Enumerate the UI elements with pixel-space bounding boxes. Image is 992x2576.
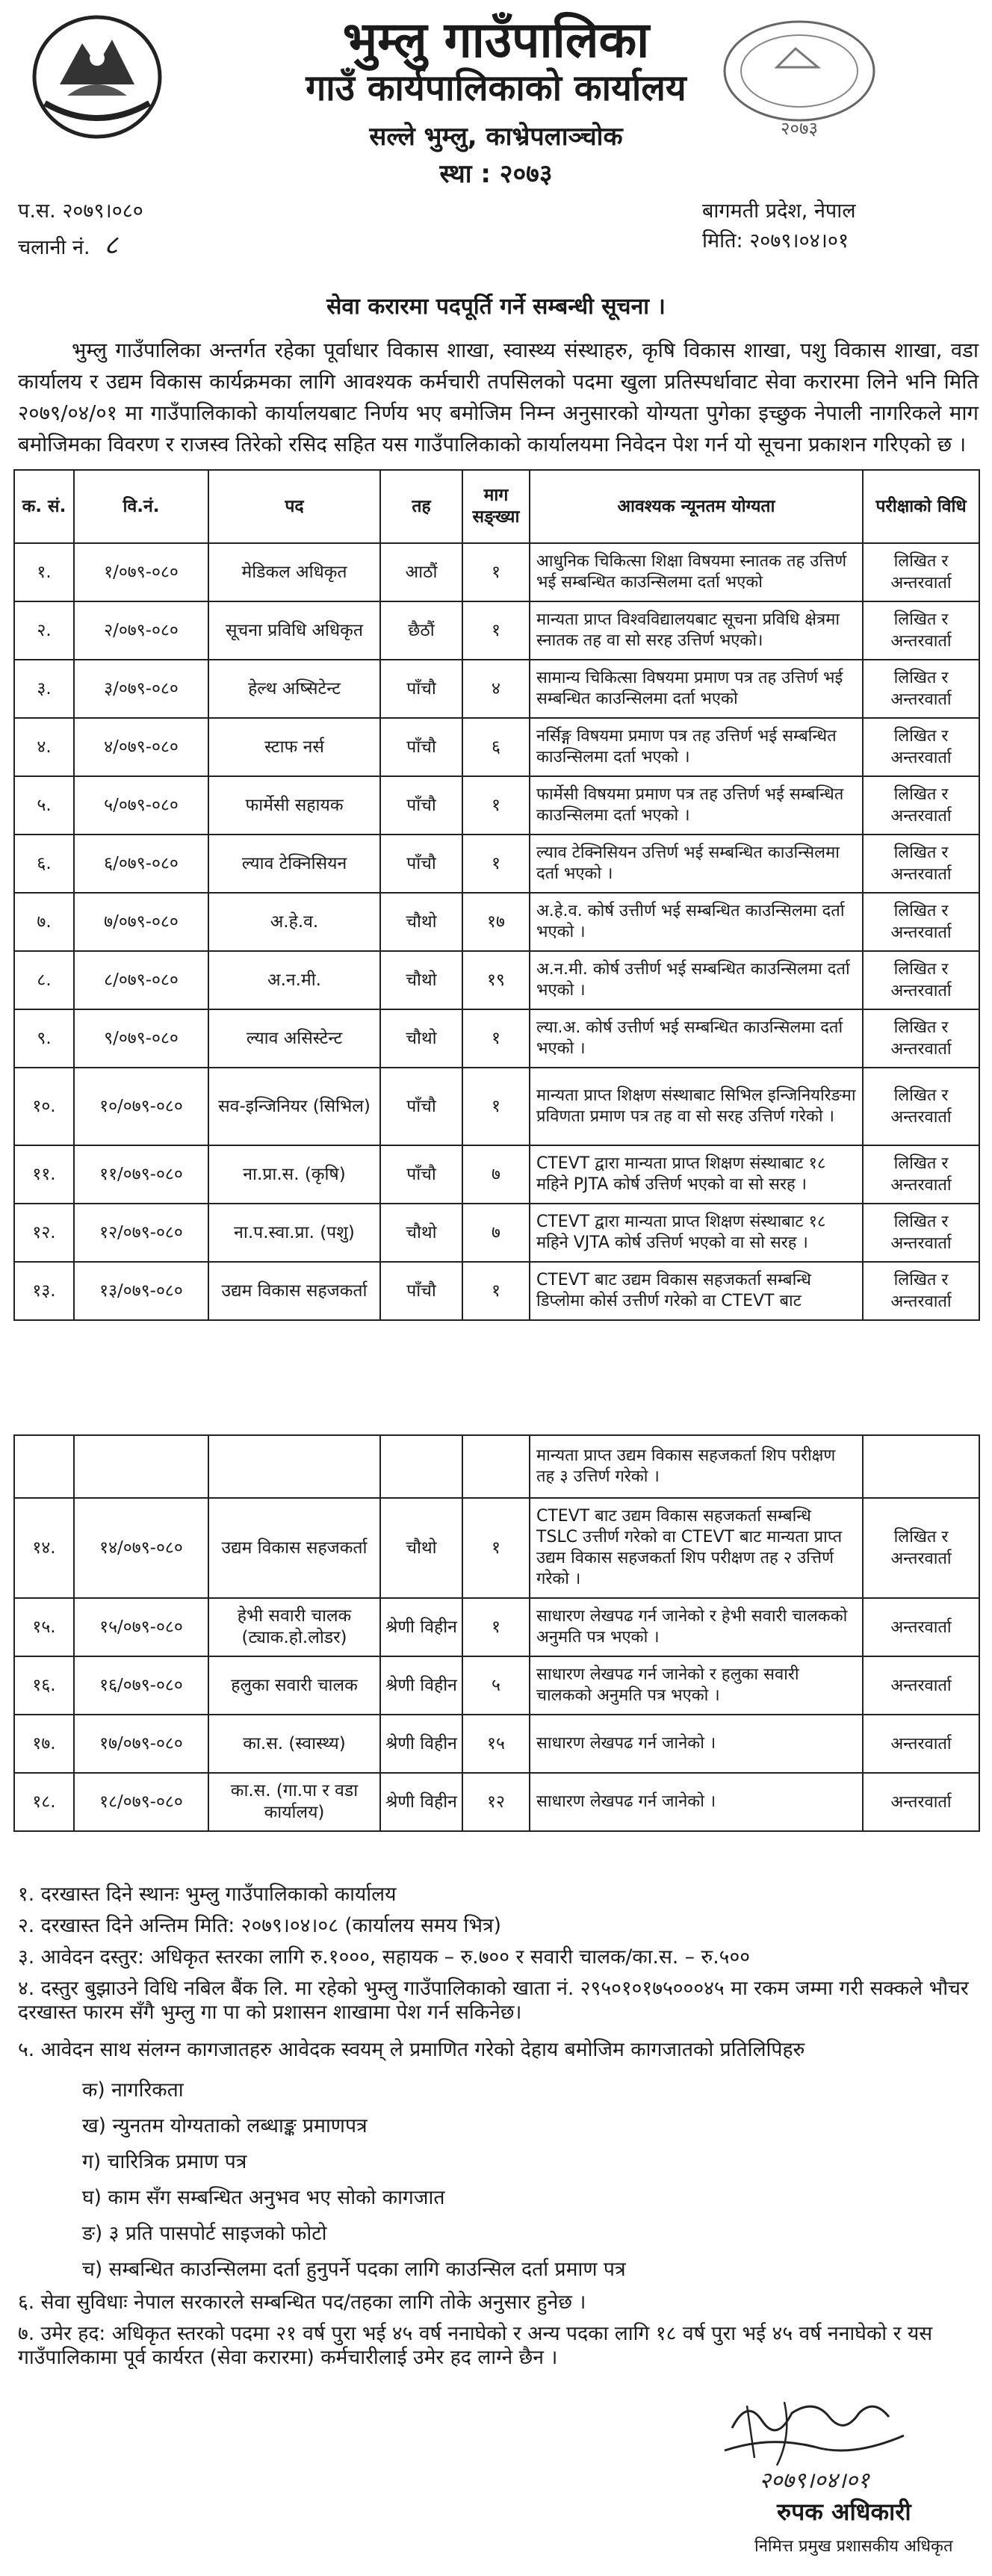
row-code: ४/०७९-०८० bbox=[74, 718, 208, 776]
row-post: फार्मेसी सहायक bbox=[208, 776, 380, 835]
row-qualification: फार्मेसी विषयमा प्रमाण पत्र तह उत्तिर्ण भई सम्बन्धित काउन्सिलमा दर्ता भएको । bbox=[530, 776, 863, 835]
svg-text:२०७३: २०७३ bbox=[781, 118, 818, 138]
row-post: स्टाफ नर्स bbox=[208, 718, 380, 776]
row-qualification: ल्या.अ. कोर्ष उत्तीर्ण भई सम्बन्धित काउन्सिलमा दर्ता भएको । bbox=[530, 1009, 863, 1068]
row-exam-method: लिखित र अन्तरवार्ता bbox=[863, 951, 979, 1009]
row-sn: ४. bbox=[14, 718, 74, 776]
row-count: ६ bbox=[462, 718, 530, 776]
header-exam-method: परीक्षाको विधि bbox=[863, 470, 979, 543]
row-level: श्रेणी विहीन bbox=[380, 1773, 462, 1831]
note-1: १. दरखास्त दिने स्थानः भुम्लु गाउँपालिकाको कार्यालय bbox=[18, 1883, 397, 1906]
row-level: चौथो bbox=[380, 1204, 462, 1262]
row-sn: ८. bbox=[14, 951, 74, 1009]
dispatch-number: ८ bbox=[104, 230, 118, 261]
row-qualification: साधारण लेखपढ गर्न जानेको र हलुका सवारी चालकको अनुमति पत्र भएको । bbox=[530, 1656, 863, 1715]
row-exam-method: लिखित र अन्तरवार्ता bbox=[863, 1009, 979, 1068]
row-count: १९ bbox=[462, 951, 530, 1009]
row-qualification: ल्याव टेक्निसियन उत्तिर्ण भई सम्बन्धित काउन्सिलमा दर्ता भएको । bbox=[530, 835, 863, 893]
row-post: अ.हे.व. bbox=[208, 893, 380, 951]
row-exam-method: लिखित र अन्तरवार्ता bbox=[863, 601, 979, 660]
row-level: पाँचौ bbox=[380, 835, 462, 893]
row-sn: ९. bbox=[14, 1009, 74, 1068]
row-exam-method: अन्तरवार्ता bbox=[863, 1773, 979, 1831]
row-count: १ bbox=[462, 1598, 530, 1656]
row-qualification: आधुनिक चिकित्सा शिक्षा विषयमा स्नातक तह उत्तिर्ण भई सम्बन्धित काउन्सिलमा दर्ता भएको bbox=[530, 543, 863, 601]
row-level: आठौं bbox=[380, 543, 462, 601]
row-exam-method: लिखित र अन्तरवार्ता bbox=[863, 1498, 979, 1598]
row-post: उद्यम विकास सहजकर्ता bbox=[208, 1262, 380, 1320]
row-qualification: अ.न.मी. कोर्ष उत्तीर्ण भई सम्बन्धित काउन्सिलमा दर्ता भएको । bbox=[530, 951, 863, 1009]
row-code: १३/०७९-०८० bbox=[74, 1262, 208, 1320]
row-code: १७/०७९-०८० bbox=[74, 1715, 208, 1773]
table-row bbox=[14, 1498, 979, 1598]
document-item: क) नागरिकता bbox=[82, 2078, 184, 2102]
table-row-continued bbox=[14, 1435, 979, 1498]
row-exam-method: लिखित र अन्तरवार्ता bbox=[863, 660, 979, 718]
row-sn: १६. bbox=[14, 1656, 74, 1715]
table-row bbox=[14, 1068, 979, 1145]
row-exam-method: लिखित र अन्तरवार्ता bbox=[863, 893, 979, 951]
table-row bbox=[14, 1598, 979, 1656]
row-qualification: साधारण लेखपढ गर्न जानेको । bbox=[530, 1773, 863, 1831]
row-code: १/०७९-०८० bbox=[74, 543, 208, 601]
row-qualification: CTEVT बाट उद्यम विकास सहजकर्ता सम्बन्धि TSLC उत्तीर्ण गरेको वा CTEVT बाट मान्यता प्राप्त उद्यम विकास सहजकर्ता शिप परीक्षण तह २ उत्तिर्ण गरेको । bbox=[530, 1498, 863, 1598]
row-code: १८/०७९-०८० bbox=[74, 1773, 208, 1831]
document-item: घ) काम सँग सम्बन्धित अनुभव भए सोको कागजात bbox=[82, 2186, 445, 2209]
row-qualification: सामान्य चिकित्सा विषयमा प्रमाण पत्र तह उत्तिर्ण भई सम्बन्धित काउन्सिलमा दर्ता भएको bbox=[530, 660, 863, 718]
notice-intro: भुम्लु गाउँपालिका अन्तर्गत रहेका पूर्वाधार विकास शाखा, स्वास्थ्य संस्थाहरु, कृषि विकास शाखा, पशु विकास शाखा, वडा कार्यालय र उद्यम विकास कार्यक्रमका लागि आवश्यक कर्मचारी तपसिलको पदमा खुला प्रतिस्पर्धावाट सेवा करारमा लिने भनि मिति २०७९/०४/०१ मा गाउँपालिकाको कार्यालयबाट निर्णय भए बमोजिम निम्न अनुसारको योग्यता पुगेका इच्छुक नेपाली नागरिकले माग बमोजिमका विवरण र राजस्व तिरेको रसिद सहित यस गाउँपालिकाको कार्यालयमा निवेदन पेश गर्न यो सूचना प्रकाशन गरिएको छ । bbox=[18, 338, 979, 456]
row-code: ६/०७९-०८० bbox=[74, 835, 208, 893]
dispatch-label: चलानी नं. ८ bbox=[18, 230, 118, 261]
row-sn: १५. bbox=[14, 1598, 74, 1656]
row-sn: ६. bbox=[14, 835, 74, 893]
row-level: पाँचौ bbox=[380, 1145, 462, 1204]
table-row bbox=[14, 776, 979, 835]
row-exam-method: लिखित र अन्तरवार्ता bbox=[863, 776, 979, 835]
svg-text:२०७९।०४।०१: २०७९।०४।०१ bbox=[759, 2468, 869, 2494]
document-item: ङ) ३ प्रति पासपोर्ट साइजको फोटो bbox=[82, 2222, 327, 2245]
row-level: चौथो bbox=[380, 1009, 462, 1068]
row-level: पाँचौ bbox=[380, 776, 462, 835]
row-exam-method: लिखित र अन्तरवार्ता bbox=[863, 1145, 979, 1204]
header-code: वि.नं. bbox=[74, 470, 208, 543]
table-row bbox=[14, 1145, 979, 1204]
vacancy-table-continued bbox=[13, 1434, 980, 1832]
row-exam-method: लिखित र अन्तरवार्ता bbox=[863, 1262, 979, 1320]
notice-date: मिति: २०७९।०४।०१ bbox=[702, 229, 849, 253]
row-post: ना.प.स्वा.प्रा. (पशु) bbox=[208, 1204, 380, 1262]
row-count: ४ bbox=[462, 660, 530, 718]
office-name: गाउँ कार्यपालिकाको कार्यालय bbox=[306, 67, 686, 109]
row-code: १०/०७९-०८० bbox=[74, 1068, 208, 1145]
province: बागमती प्रदेश, नेपाल bbox=[702, 199, 856, 223]
row-level: श्रेणी विहीन bbox=[380, 1715, 462, 1773]
row-level: पाँचौ bbox=[380, 1262, 462, 1320]
row-exam-method: लिखित र अन्तरवार्ता bbox=[863, 1204, 979, 1262]
row-post: उद्यम विकास सहजकर्ता bbox=[208, 1498, 380, 1598]
row-post: सव-इन्जिनियर (सिभिल) bbox=[208, 1068, 380, 1145]
row-exam-method: लिखित र अन्तरवार्ता bbox=[863, 718, 979, 776]
table-row bbox=[14, 893, 979, 951]
row-sn: ७. bbox=[14, 893, 74, 951]
row-post: हेभी सवारी चालक (ट्याक.हो.लोडर) bbox=[208, 1598, 380, 1656]
row-code: १५/०७९-०८० bbox=[74, 1598, 208, 1656]
notice-subject: सेवा करारमा पदपूर्ति गर्ने सम्बन्धी सूचना । bbox=[326, 294, 666, 320]
row-count: १२ bbox=[462, 1773, 530, 1831]
office-seal-icon bbox=[713, 15, 885, 138]
note-3: ३. आवेदन दस्तुर: अधिकृत स्तरका लागि रु.१०००, सहायक – रु.७०० र सवारी चालक/का.स. – रु.५०० bbox=[18, 1945, 750, 1969]
row-sn: १२. bbox=[14, 1204, 74, 1262]
row-post: का.स. (स्वास्थ्य) bbox=[208, 1715, 380, 1773]
row-code: ११/०७९-०८० bbox=[74, 1145, 208, 1204]
note-7: ७. उमेर हद: अधिकृत स्तरको पदमा २१ वर्ष पुरा भई ४५ वर्ष ननाघेको र अन्य पदका लागि १८ वर्ष पुरा भई ४५ वर्ष ननाघेको र यस गाउँपालिकामा पूर्व कार्यरत (सेवा करारमा) कर्मचारीलाई उमेर हद लाग्ने छैन । bbox=[18, 2322, 933, 2369]
note-2: २. दरखास्त दिने अन्तिम मिति: २०७९।०४।०८ (कार्यालय समय भित्र) bbox=[18, 1914, 501, 1937]
row-count: १ bbox=[462, 1068, 530, 1145]
note-4: ४. दस्तुर बुझाउने विधि नबिल बैंक लि. मा रहेको भुम्लु गाउँपालिकाको खाता नं. २९५०१०१७५०००४५ मा रकम जम्मा गरी सक्कले भौचर दरखास्त फारम सँगै भुम्लु गा पा को प्रशासन शाखामा पेश गर्न सकिनेछ। bbox=[18, 1977, 969, 2024]
municipality-name: भुम्लु गाउँपालिका bbox=[342, 11, 650, 69]
document-item: ख) न्युनतम योग्यताको लब्धाङ्क प्रमाणपत्र bbox=[82, 2114, 368, 2137]
established-year: स्था : २०७३ bbox=[439, 159, 553, 189]
row-qualification: CTEVT द्वारा मान्यता प्राप्त शिक्षण संस्थाबाट १८ महिने PJTA कोर्ष उत्तिर्ण भएको वा सो सरह । bbox=[530, 1145, 863, 1204]
handwritten-signature-icon bbox=[702, 2383, 926, 2495]
row-qualification: साधारण लेखपढ गर्न जानेको र हेभी सवारी चालकको अनुमति पत्र भएको । bbox=[530, 1598, 863, 1656]
table-row bbox=[14, 1773, 979, 1831]
row-post: हलुका सवारी चालक bbox=[208, 1656, 380, 1715]
document-item: च) सम्बन्धित काउन्सिलमा दर्ता हुनुपर्ने पदका लागि काउन्सिल दर्ता प्रमाण पत्र bbox=[82, 2258, 626, 2281]
row-level: श्रेणी विहीन bbox=[380, 1598, 462, 1656]
row-sn: ५. bbox=[14, 776, 74, 835]
header-sn: क. सं. bbox=[14, 470, 74, 543]
row-exam-method: लिखित र अन्तरवार्ता bbox=[863, 835, 979, 893]
row-sn: १७. bbox=[14, 1715, 74, 1773]
row-level: छैठौं bbox=[380, 601, 462, 660]
row-post: हेल्थ अष्सिटेन्ट bbox=[208, 660, 380, 718]
row-level: चौथो bbox=[380, 1498, 462, 1598]
row-post: सूचना प्रविधि अधिकृत bbox=[208, 601, 380, 660]
row-level: पाँचौ bbox=[380, 718, 462, 776]
header-qualification: आवश्यक न्यूनतम योग्यता bbox=[530, 470, 863, 543]
table-header-row bbox=[14, 470, 979, 543]
row-qualification: CTEVT द्वारा मान्यता प्राप्त शिक्षण संस्थाबाट १८ महिने VJTA कोर्ष उत्तिर्ण भएको वा सो सरह । bbox=[530, 1204, 863, 1262]
row-post: का.स. (गा.पा र वडा कार्यालय) bbox=[208, 1773, 380, 1831]
table-row bbox=[14, 543, 979, 601]
note-6: ६. सेवा सुविधाः नेपाल सरकारले सम्बन्धित पद/तहका लागि तोके अनुसार हुनेछ । bbox=[18, 2291, 586, 2314]
row-level: चौथो bbox=[380, 893, 462, 951]
row-code: १६/०७९-०८० bbox=[74, 1656, 208, 1715]
row-post: अ.न.मी. bbox=[208, 951, 380, 1009]
row-count: १ bbox=[462, 776, 530, 835]
note-5: ५. आवेदन साथ संलग्न कागजातहरु आवेदक स्वयम् ले प्रमाणित गरेको देहाय बमोजिम कागजातको प्रतिलिपिहरु bbox=[18, 2038, 805, 2061]
row-sn: ३. bbox=[14, 660, 74, 718]
row-exam-method: अन्तरवार्ता bbox=[863, 1656, 979, 1715]
row-code: ९/०७९-०८० bbox=[74, 1009, 208, 1068]
row-level: चौथो bbox=[380, 951, 462, 1009]
row-post: ल्याव असिस्टेन्ट bbox=[208, 1009, 380, 1068]
qualification-cell: मान्यता प्राप्त उद्यम विकास सहजकर्ता शिप परीक्षण तह ३ उत्तिर्ण गरेको । bbox=[530, 1435, 863, 1498]
document-item: ग) चारित्रिक प्रमाण पत्र bbox=[82, 2150, 247, 2173]
table-row bbox=[14, 1656, 979, 1715]
row-code: २/०७९-०८० bbox=[74, 601, 208, 660]
table-row bbox=[14, 718, 979, 776]
row-level: पाँचौ bbox=[380, 1068, 462, 1145]
table-row bbox=[14, 951, 979, 1009]
row-qualification: नर्सिङ्ग विषयमा प्रमाण पत्र तह उत्तिर्ण भई सम्बन्धित काउन्सिलमा दर्ता भएको । bbox=[530, 718, 863, 776]
row-count: १५ bbox=[462, 1715, 530, 1773]
row-post: ल्याव टेक्निसियन bbox=[208, 835, 380, 893]
row-sn: ११. bbox=[14, 1145, 74, 1204]
table-row bbox=[14, 835, 979, 893]
row-count: १ bbox=[462, 1009, 530, 1068]
row-qualification: अ.हे.व. कोर्ष उत्तीर्ण भई सम्बन्धित काउन्सिलमा दर्ता भएको । bbox=[530, 893, 863, 951]
row-post: मेडिकल अधिकृत bbox=[208, 543, 380, 601]
row-level: पाँचौ bbox=[380, 660, 462, 718]
vacancy-table bbox=[13, 469, 980, 1321]
row-sn: २. bbox=[14, 601, 74, 660]
row-code: ५/०७९-०८० bbox=[74, 776, 208, 835]
header-level: तह bbox=[380, 470, 462, 543]
row-exam-method: लिखित र अन्तरवार्ता bbox=[863, 1068, 979, 1145]
row-qualification: साधारण लेखपढ गर्न जानेको । bbox=[530, 1715, 863, 1773]
row-count: १ bbox=[462, 1262, 530, 1320]
row-count: ७ bbox=[462, 1204, 530, 1262]
row-sn: १८. bbox=[14, 1773, 74, 1831]
row-qualification: CTEVT बाट उद्यम विकास सहजकर्ता सम्बन्धि डिप्लोमा कोर्स उत्तीर्ण गरेको वा CTEVT बाट bbox=[530, 1262, 863, 1320]
table-row bbox=[14, 1204, 979, 1262]
row-count: ५ bbox=[462, 1656, 530, 1715]
header-count: माग सङ्ख्या bbox=[462, 470, 530, 543]
row-count: १७ bbox=[462, 893, 530, 951]
header-post: पद bbox=[208, 470, 380, 543]
row-sn: १४. bbox=[14, 1498, 74, 1598]
row-exam-method: अन्तरवार्ता bbox=[863, 1598, 979, 1656]
reference-number: प.स. २०७९।०८० bbox=[18, 199, 143, 223]
table-row bbox=[14, 1715, 979, 1773]
row-code: १४/०७९-०८० bbox=[74, 1498, 208, 1598]
row-sn: १३. bbox=[14, 1262, 74, 1320]
row-code: ३/०७९-०८० bbox=[74, 660, 208, 718]
signatory-name: रुपक अधिकारी bbox=[777, 2498, 911, 2526]
row-qualification: मान्यता प्राप्त विश्वविद्यालयबाट सूचना प्रविधि क्षेत्रमा स्नातक तह वा सो सरह उत्तिर्ण भएको। bbox=[530, 601, 863, 660]
table-row bbox=[14, 660, 979, 718]
table-row bbox=[14, 601, 979, 660]
row-level: श्रेणी विहीन bbox=[380, 1656, 462, 1715]
row-sn: १०. bbox=[14, 1068, 74, 1145]
row-exam-method: लिखित र अन्तरवार्ता bbox=[863, 543, 979, 601]
row-qualification: मान्यता प्राप्त शिक्षण संस्थाबाट सिभिल इन्जिनियरिङमा प्रविणता प्रमाण पत्र तह वा सो सरह उत्तिर्ण गरेको । bbox=[530, 1068, 863, 1145]
row-count: १ bbox=[462, 601, 530, 660]
table-row bbox=[14, 1009, 979, 1068]
row-exam-method: अन्तरवार्ता bbox=[863, 1715, 979, 1773]
row-count: ७ bbox=[462, 1145, 530, 1204]
row-code: १२/०७९-०८० bbox=[74, 1204, 208, 1262]
row-count: १ bbox=[462, 1498, 530, 1598]
row-post: ना.प्रा.स. (कृषि) bbox=[208, 1145, 380, 1204]
row-count: १ bbox=[462, 543, 530, 601]
office-address: सल्ले भुम्लु, काभ्रेपलाञ्चोक bbox=[369, 122, 623, 152]
row-code: ८/०७९-०८० bbox=[74, 951, 208, 1009]
table-row bbox=[14, 1262, 979, 1320]
row-code: ७/०७९-०८० bbox=[74, 893, 208, 951]
row-count: १ bbox=[462, 835, 530, 893]
row-sn: १. bbox=[14, 543, 74, 601]
signatory-title: निमित्त प्रमुख प्रशासकीय अधिकृत bbox=[754, 2537, 953, 2556]
